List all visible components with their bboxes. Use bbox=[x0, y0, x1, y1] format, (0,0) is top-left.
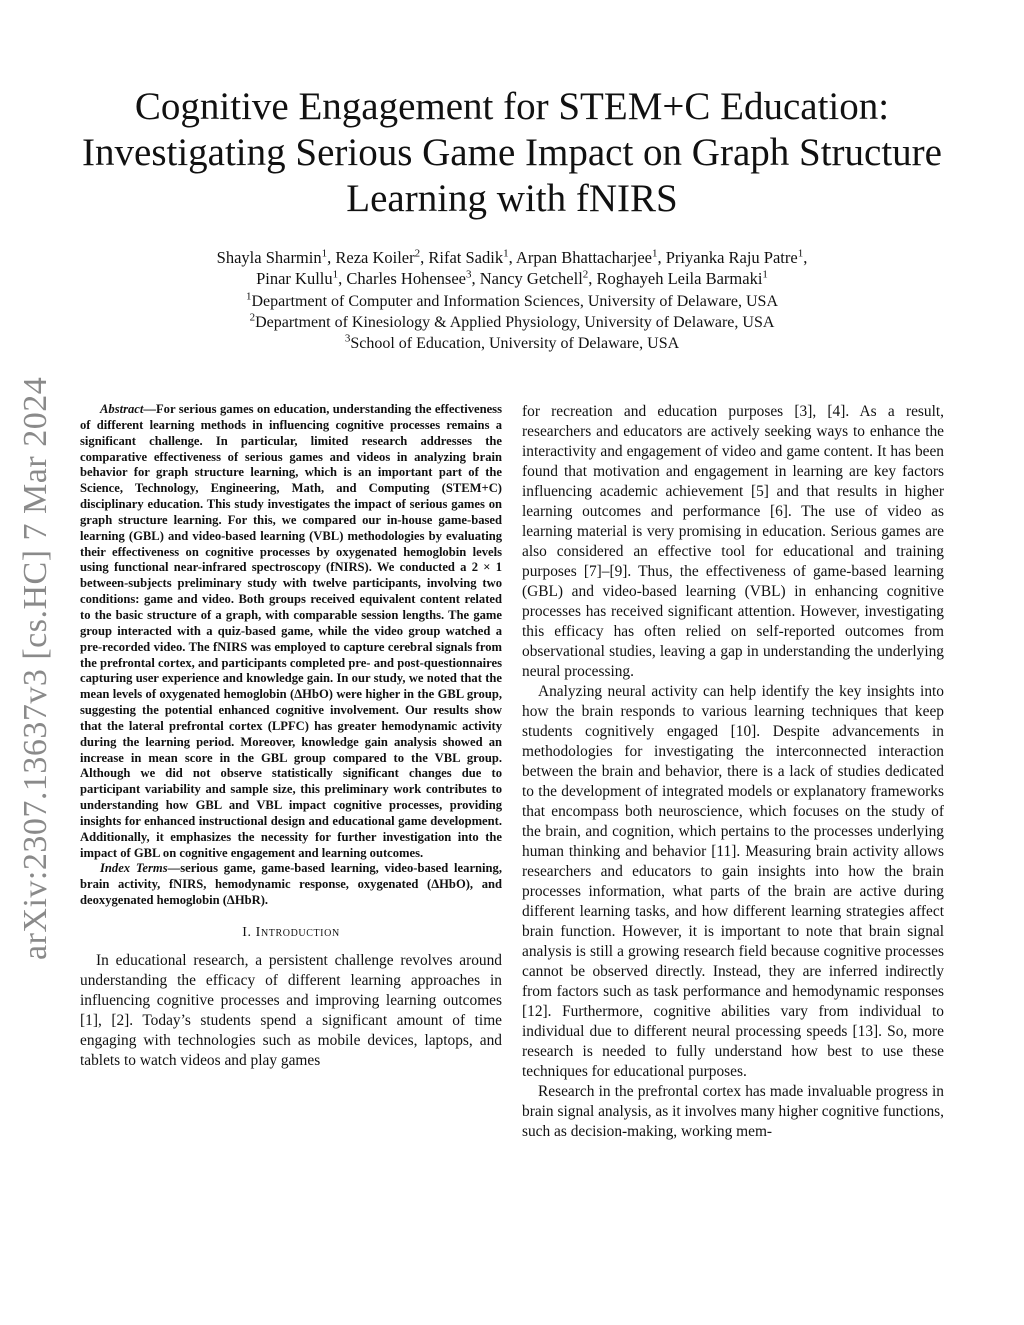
section-heading-introduction: I. Introduction bbox=[242, 925, 340, 940]
paper-title: Cognitive Engagement for STEM+C Education: Investigating Serious Game Impact on Graph Structure Learning with fNIRS bbox=[82, 85, 942, 220]
intro-paragraph: for recreation and education purposes [3], [4]. As a result, researchers and educators are actively seeking ways to enhance the interactivity and engagement of video and game content. It has been found that motivation and engagement in learning are key factors influencing academic achievement [5] and that results in higher learning outcomes and performance [6]. The use of video as learning material is very promising in education. Serious games are also considered an effective tool for educational and training purposes [7]–[9]. Thus, the effectiveness of game-based learning (GBL) and video-based learning (VBL) in enhancing cognitive processes has received significant attention. However, investigating this efficacy has often relied on self-reported outcomes from observational studies, leaving a gap in understanding the underlying neural processing. bbox=[522, 403, 944, 680]
author: Arpan Bhattacharjee$^1$ bbox=[515, 247, 658, 267]
arxiv-side-stamp: arXiv:2307.13637v3 [cs.HC] 7 Mar 2024 bbox=[17, 376, 54, 960]
author: Pinar Kullu$^1$ bbox=[256, 268, 339, 288]
author: Reza Koiler$^2$ bbox=[335, 247, 421, 267]
author: Shayla Sharmin$^1$ bbox=[216, 247, 328, 267]
author: Priyanka Raju Patre$^1$ bbox=[665, 247, 804, 267]
intro-paragraph: Research in the prefrontal cortex has made invaluable progress in brain signal analysis, as it involves many higher cognitive functions, such as decision-making, working mem- bbox=[522, 1083, 944, 1140]
author: Nancy Getchell$^2$ bbox=[479, 268, 589, 288]
affiliation: $^3$School of Education, University of Delaware, USA bbox=[344, 332, 680, 352]
right-column bbox=[522, 402, 944, 1142]
affiliation: $^1$Department of Computer and Information Sciences, University of Delaware, USA bbox=[245, 290, 778, 310]
author: Rifat Sadik$^1$ bbox=[428, 247, 509, 267]
intro-paragraph: In educational research, a persistent challenge revolves around understanding the efficacy of different learning approaches in influencing cognitive processes and improving learning outcomes [1], [2]. Today’s students spend a significant amount of time engaging with technologies such as mobile devices, laptops, and tablets to watch videos and play games bbox=[80, 952, 502, 1069]
author: Roghayeh Leila Barmaki$^1$ bbox=[596, 268, 768, 288]
intro-paragraph: Analyzing neural activity can help identify the key insights into how the brain responds to various learning techniques that keep students cognitively engaged [10]. Despite advancements in methodologies for investigating the interconnected interaction between the brain and behavior, there is a lack of studies dedicated to the development of integrated models or explanatory frameworks that encompass both neuroscience, which focuses on the study of the brain, and cognition, which pertains to the processes underlying human thinking and behavior [11]. Measuring brain activity allows researchers and educators to gain insights into how the brain processes information, what parts of the brain are active during different learning tasks, and how different learning strategies affect brain function. However, it is important to note that brain signal analysis is still a growing research field because cognitive processes cannot be observed directly. Instead, they are inferred indirectly from factors such as task performance and hemodynamic responses [12]. Furthermore, cognitive abilities vary from individual to individual due to different neural processing speeds [13]. So, more research is needed to fully understand how best to use these techniques for educational purposes. bbox=[522, 683, 944, 1080]
affiliation: $^2$Department of Kinesiology & Applied Physiology, University of Delaware, USA bbox=[249, 311, 775, 331]
author: Charles Hohensee$^3$ bbox=[346, 268, 472, 288]
left-column bbox=[80, 402, 502, 1071]
abstract: Abstract—For serious games on education, understanding the effectiveness of different learning methods in influencing cognitive processes remains a significant challenge. In particular, limited research addresses the comparative effectiveness of serious games and videos in analyzing brain behavior for graph structure learning, which is an important part of the Science, Technology, Engineering, Math, and Computing (STEM+C) disciplinary education. This study investigates the impact of serious games on graph structure learning. For this, we compared our in-house game-based learning (GBL) and video-based learning (VBL) methodologies by evaluating their effectiveness on cognitive processes by oxygenated hemoglobin levels using functional near-infrared spectroscopy (fNIRS). We conducted a 2 × 1 between-subjects preliminary study with twelve participants, involving two conditions: game and video. Both groups received equivalent content related to the basic structure of a graph, with comparable session lengths. The game group interacted with a quiz-based game, while the video group watched a pre-recorded video. The fNIRS was employed to capture cerebral signals from the prefrontal cortex, and participants completed pre- and post-questionnaires capturing user experience and knowledge gain. In our study, we noted that the mean levels of oxygenated hemoglobin (ΔHbO) were higher in the GBL group, suggesting the potential enhanced cognitive involvement. Our results show that the lateral prefrontal cortex (LPFC) has greater hemodynamic activity during the learning period. Moreover, knowledge gain analysis showed an increase in mean score in the GBL group compared to the VBL group. Although we did not observe statistically significant changes due to participant variability and sample size, this preliminary work contributes to understanding how GBL and VBL impact cognitive processes, providing insights for enhanced instructional design and educational game development. Additionally, it emphasizes the necessity for further investigation into the impact of GBL on cognitive engagement and learning outcomes. bbox=[80, 402, 502, 860]
index-terms: Index Terms—serious game, game-based learning, video-based learning, brain activity, fNIRS, hemodynamic response, oxygenated (ΔHbO), and deoxygenated hemoglobin (ΔHbR). bbox=[80, 861, 502, 908]
author-list: Shayla Sharmin$^1$, Reza Koiler$^2$, Rifat Sadik$^1$, Arpan Bhattacharjee$^1$, Priyanka Raju Patre$^1$, Pinar Kullu$^1$, Charles Hohensee$^3$, Nancy Getchell$^2$, Roghayeh Leila Barmaki$^1$ bbox=[216, 247, 808, 288]
